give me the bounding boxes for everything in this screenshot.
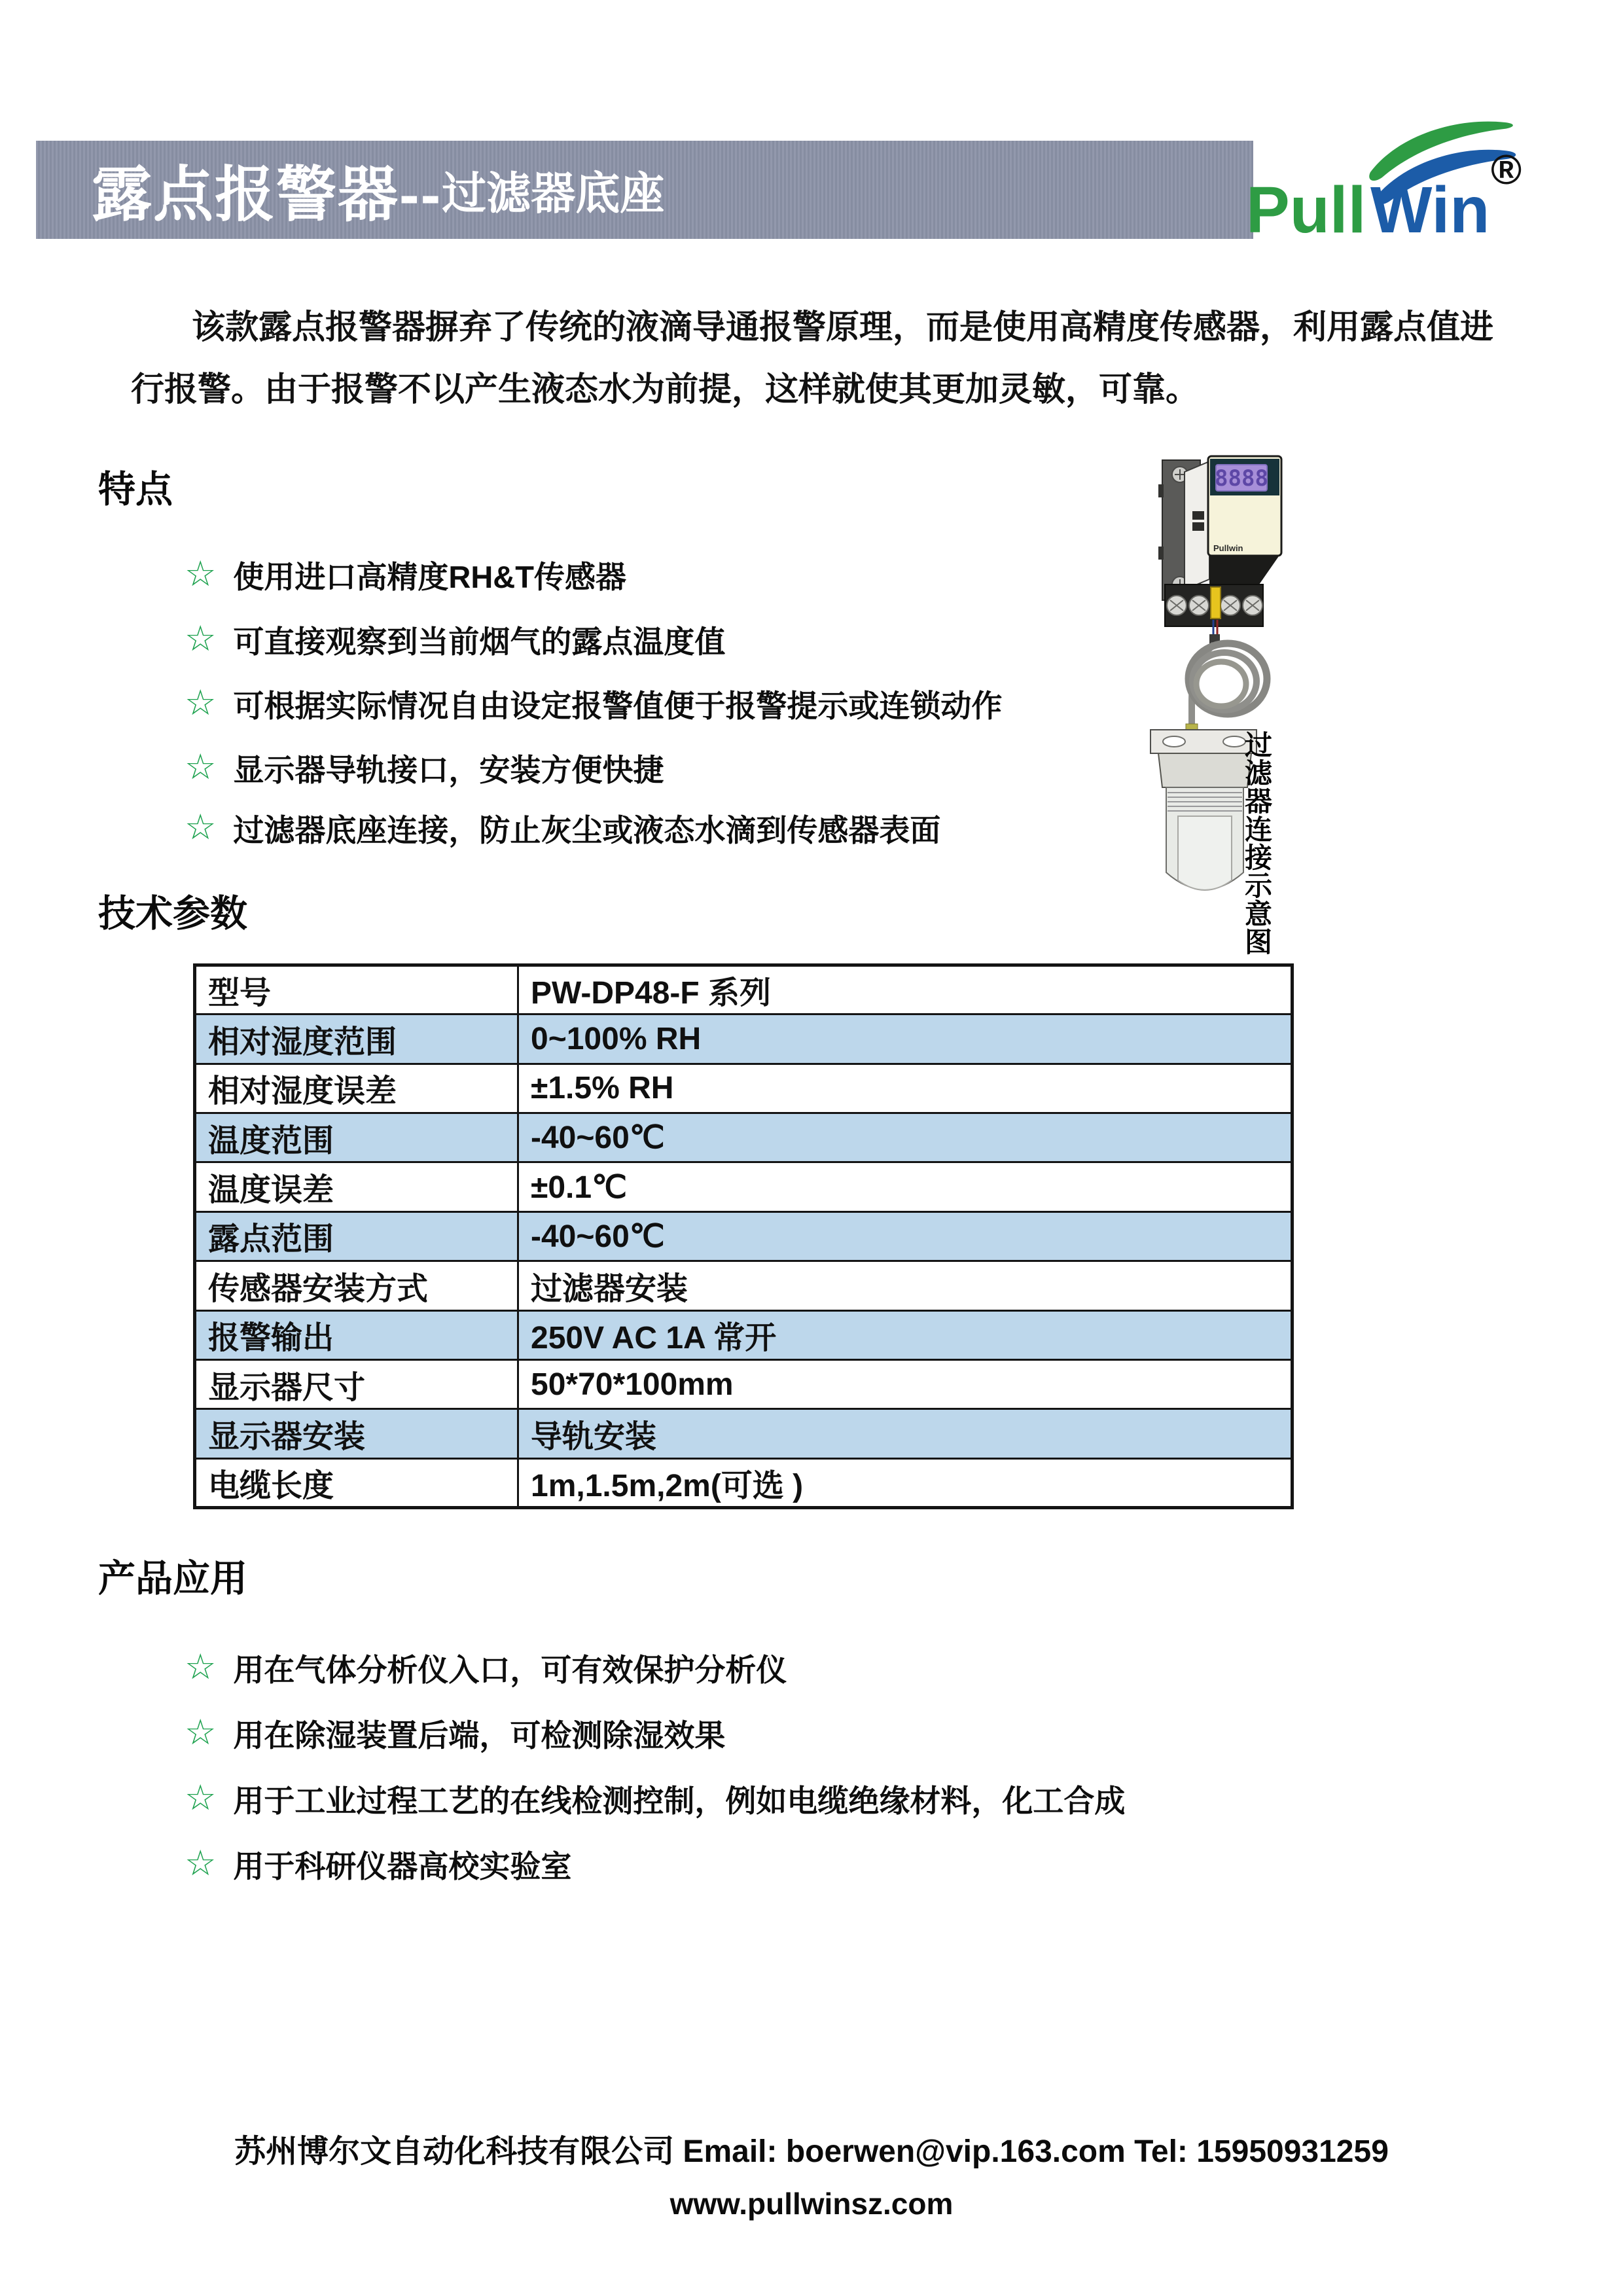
spec-value: ±1.5% RH	[518, 1064, 1293, 1113]
star-bullet-icon: ☆	[185, 1712, 217, 1752]
page-subtitle: 过滤器底座	[442, 168, 665, 219]
table-row	[195, 1458, 1293, 1507]
spec-label: 温度误差	[195, 1162, 518, 1211]
spec-label: 相对湿度误差	[195, 1064, 518, 1113]
table-row	[195, 965, 1293, 1014]
spec-value: 0~100% RH	[518, 1014, 1293, 1064]
application-item-text: 用于工业过程工艺的在线检测控制，例如电缆绝缘材料，化工合成	[233, 1784, 1126, 1818]
feature-item	[185, 806, 940, 850]
pullwin-logo-graphic	[1242, 115, 1525, 264]
application-item-text: 用于科研仪器高校实验室	[233, 1849, 572, 1884]
star-bullet-icon: ☆	[185, 554, 217, 594]
star-bullet-icon: ☆	[185, 1647, 217, 1687]
table-row	[195, 1261, 1293, 1310]
star-bullet-icon: ☆	[185, 807, 217, 847]
star-bullet-icon: ☆	[185, 683, 217, 723]
display-unit	[1158, 456, 1281, 636]
page-title: 露点报警器--	[92, 162, 442, 228]
spec-value: PW-DP48-F 系列	[518, 965, 1293, 1014]
spec-value: 50*70*100mm	[518, 1359, 1293, 1408]
device-brand-label: Pullwin	[1213, 543, 1243, 553]
spec-value: 1m,1.5m,2m(可选 )	[518, 1458, 1293, 1507]
table-row	[195, 1359, 1293, 1408]
applications-heading: 产品应用	[98, 1558, 247, 1600]
intro-line-2: 行报警。由于报警不以产生液态水为前提，这样就使其更加灵敏，可靠。	[131, 370, 1200, 408]
spec-label: 显示器安装	[195, 1409, 518, 1458]
table-row	[195, 1409, 1293, 1458]
spec-label: 电缆长度	[195, 1458, 518, 1507]
spec-value: -40~60℃	[518, 1211, 1293, 1261]
table-row	[195, 1064, 1293, 1113]
spec-value: 250V AC 1A 常开	[518, 1310, 1293, 1359]
star-bullet-icon: ☆	[185, 1843, 217, 1883]
star-bullet-icon: ☆	[185, 747, 217, 787]
spec-label: 型号	[195, 965, 518, 1014]
table-row	[195, 1014, 1293, 1064]
feature-item-text: 使用进口高精度RH&T传感器	[233, 560, 626, 594]
application-item-text: 用在气体分析仪入口，可有效保护分析仪	[233, 1653, 787, 1687]
feature-item-text: 可直接观察到当前烟气的露点温度值	[233, 624, 726, 659]
features-heading: 特点	[98, 469, 173, 511]
registered-mark: ®	[1491, 146, 1522, 193]
logo-text-win: Win	[1370, 173, 1490, 247]
spec-value: -40~60℃	[518, 1113, 1293, 1162]
lcd-digits: 8888	[1215, 465, 1268, 492]
table-row	[195, 1113, 1293, 1162]
star-bullet-icon: ☆	[185, 619, 217, 658]
table-row	[195, 1310, 1293, 1359]
feature-item	[185, 682, 1002, 726]
pullwin-logo	[1242, 115, 1525, 264]
feature-item	[185, 618, 725, 662]
spec-table	[193, 963, 1294, 1509]
spec-value: ±0.1℃	[518, 1162, 1293, 1211]
specs-heading: 技术参数	[98, 893, 247, 935]
application-item	[185, 1842, 571, 1886]
feature-item	[185, 746, 664, 790]
application-item	[185, 1777, 1125, 1821]
spec-label: 露点范围	[195, 1211, 518, 1261]
sensor-cable	[1188, 634, 1267, 730]
intro-paragraph	[131, 296, 1544, 420]
feature-item-text: 显示器导轨接口，安装方便快捷	[233, 753, 664, 787]
table-row	[195, 1211, 1293, 1261]
figure-caption-vertical: 过滤器连接示意图	[1241, 730, 1272, 956]
feature-item	[185, 553, 626, 597]
intro-line-1: 该款露点报警器摒弃了传统的液滴导通报警原理，而是使用高精度传感器，利用露点值进	[192, 308, 1494, 346]
sensor-plug	[1211, 587, 1221, 619]
star-bullet-icon: ☆	[185, 1778, 217, 1818]
spec-value: 导轨安装	[518, 1409, 1293, 1458]
spec-label: 相对湿度范围	[195, 1014, 518, 1064]
filter-element	[1178, 816, 1232, 890]
application-item	[185, 1712, 725, 1755]
application-item-text: 用在除湿装置后端，可检测除湿效果	[233, 1718, 726, 1753]
application-item	[185, 1646, 787, 1690]
spec-value: 过滤器安装	[518, 1261, 1293, 1310]
logo-text-pull: Pull	[1246, 173, 1366, 247]
spec-label: 报警输出	[195, 1310, 518, 1359]
footer-website: www.pullwinsz.com	[669, 2187, 954, 2221]
title-bar	[36, 141, 1253, 239]
spec-label: 传感器安装方式	[195, 1261, 518, 1310]
table-row	[195, 1162, 1293, 1211]
feature-item-text: 可根据实际情况自由设定报警值便于报警提示或连锁动作	[233, 689, 1003, 723]
spec-label: 显示器尺寸	[195, 1359, 518, 1408]
footer-contact-line: 苏州博尔文自动化科技有限公司 Email: boerwen@vip.163.com Tel: 15950931259	[234, 2134, 1389, 2169]
feature-item-text: 过滤器底座连接，防止灰尘或液态水滴到传感器表面	[233, 813, 941, 848]
spec-label: 温度范围	[195, 1113, 518, 1162]
